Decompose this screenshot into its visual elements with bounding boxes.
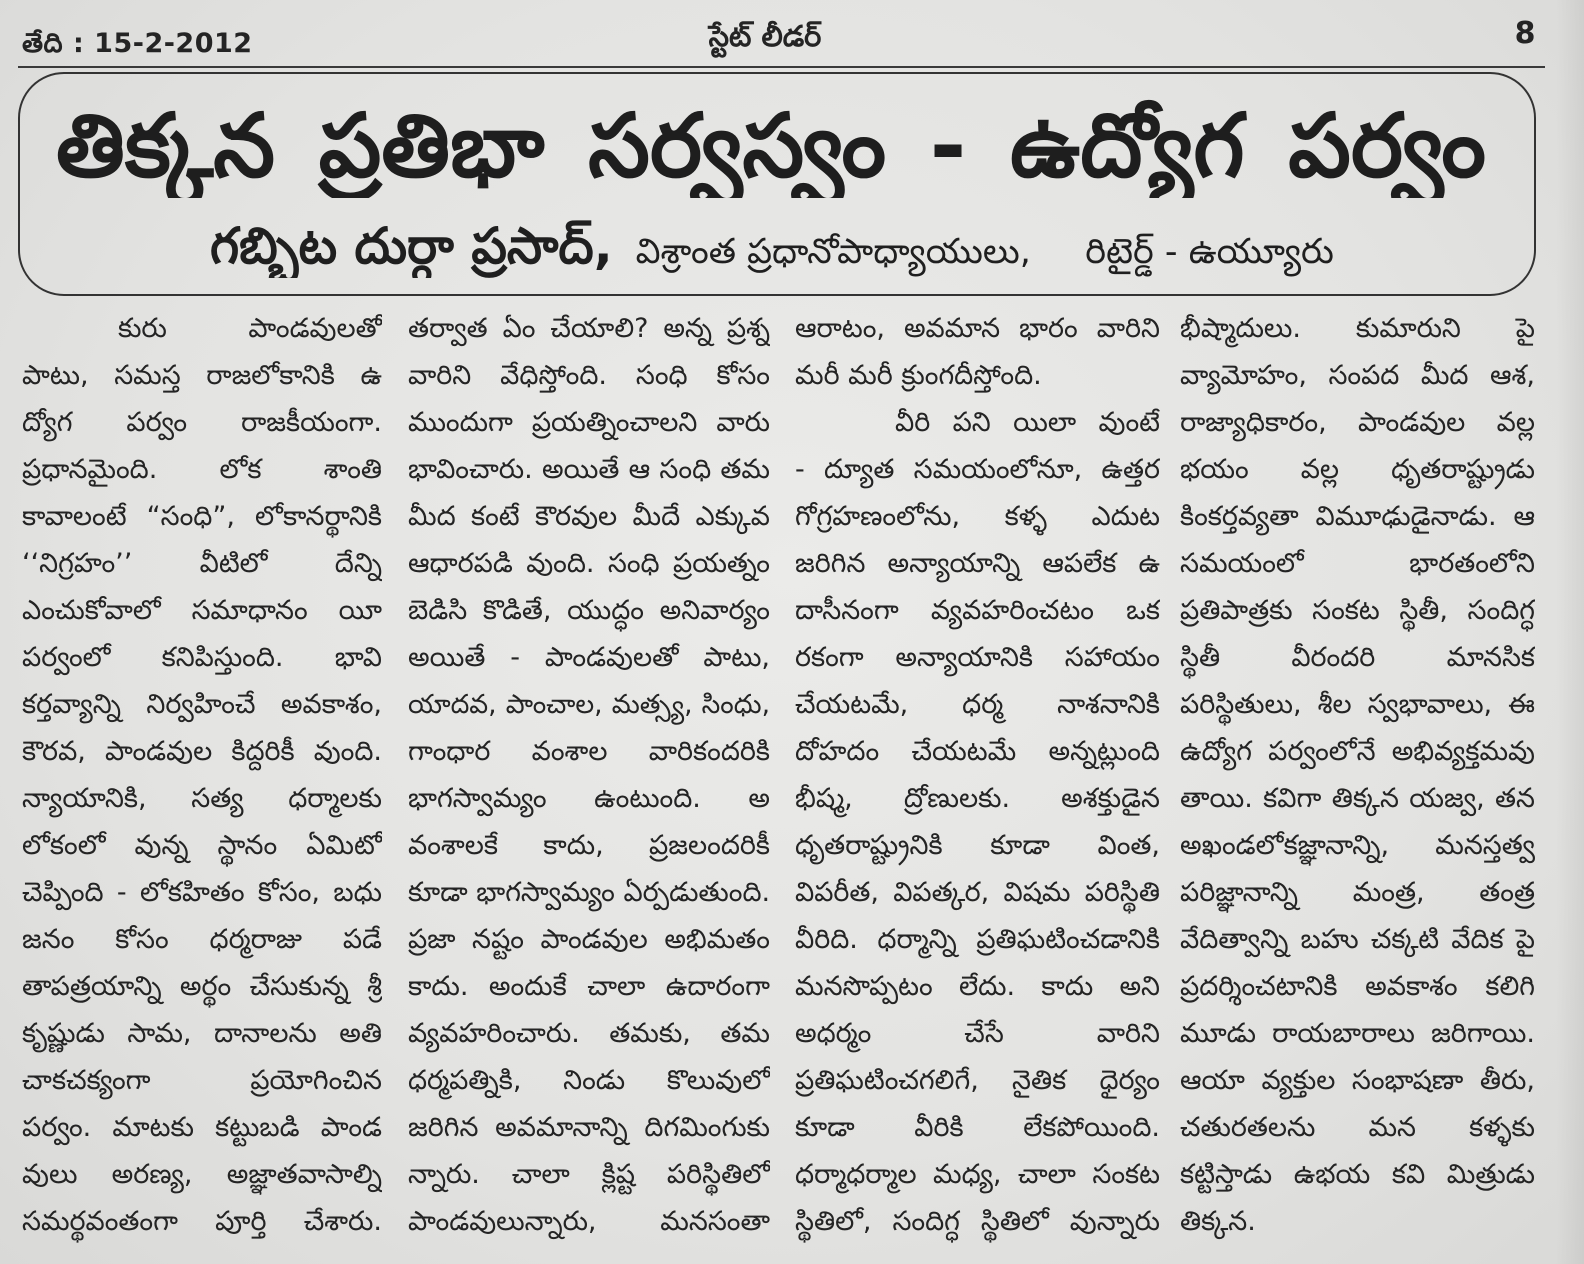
column-3-line: ధృతరాష్ట్రునికి కూడా వింత,	[795, 830, 1160, 861]
column-4-line: తిక్కన.	[1180, 1206, 1256, 1237]
headline-box	[18, 72, 1536, 296]
column-1-line: వులు అరణ్య, అజ్ఞాతవాసాల్ని	[22, 1159, 382, 1190]
column-1-line: కర్తవ్యాన్ని నిర్వహించే అవకాశం,	[22, 689, 382, 720]
author-location: రిటైర్డ్ - ఉయ్యూరు	[1085, 232, 1334, 272]
header-rule	[18, 66, 1545, 68]
column-1-line: ఎంచుకోవాలో సమాధానం యీ	[22, 595, 382, 626]
column-3-line: గోగ్రహణంలోను, కళ్ళ ఎదుట	[795, 501, 1160, 532]
column-4-line: సమయంలో భారతంలోని	[1180, 548, 1535, 579]
issue-date: తేది : 15-2-2012	[22, 28, 253, 59]
column-1-line: ద్యోగ పర్వం రాజకీయంగా.	[22, 407, 382, 438]
scan-edge-shadow	[1556, 0, 1584, 1264]
column-3-line: రకంగా అన్యాయానికి సహాయం	[795, 642, 1160, 673]
column-4-line: మూడు రాయబారాలు జరిగాయి.	[1180, 1018, 1535, 1049]
column-4-line: కట్టిస్తాడు ఉభయ కవి మిత్రుడు	[1180, 1159, 1535, 1190]
column-2-line: జరిగిన అవమానాన్ని దిగమింగుకు	[408, 1112, 770, 1143]
article-column-4	[1180, 305, 1535, 1245]
column-4-line: పరిజ్ఞానాన్ని మంత్ర, తంత్ర	[1180, 877, 1535, 908]
column-4-line: ఉద్యోగ పర్వంలోనే అభివ్యక్తమవు	[1180, 736, 1535, 767]
column-2-line: మీద కంటే కౌరవుల మీదే ఎక్కువ	[408, 501, 770, 532]
column-1-line: పర్వంలో కనిపిస్తుంది. భావి	[22, 642, 382, 673]
column-3-line: కూడా వీరికి లేకపోయింది.	[795, 1112, 1160, 1143]
column-2-line: వంశాలకే కాదు, ప్రజలందరికీ	[408, 830, 770, 861]
column-4-line: వేదిత్వాన్ని బహు చక్కటి వేదిక పై	[1180, 924, 1535, 955]
column-2-line: గాంధార వంశాల వారికందరికి	[408, 736, 770, 767]
column-2-line: ముందుగా ప్రయత్నించాలని వారు	[408, 407, 770, 438]
column-4-line: అఖండలోకజ్ఞానాన్ని, మనస్తత్వ	[1180, 830, 1535, 861]
column-1-line: కావాలంటే “సంధి”, లోకానర్థానికి	[22, 501, 382, 532]
column-2-line: భాగస్వామ్యం ఉంటుంది. అ	[408, 783, 770, 814]
column-3-line: ధర్మాధర్మాల మధ్య, చాలా సంకట	[795, 1159, 1160, 1190]
column-2-line: ధర్మపత్నికి, నిండు కొలువులో	[408, 1065, 770, 1096]
column-1-line: పర్వం. మాటకు కట్టుబడి పాండ	[22, 1112, 382, 1143]
article-byline	[210, 214, 1360, 278]
column-3-line: ఆరాటం, అవమాన భారం వారిని	[795, 313, 1160, 344]
column-3-line: వీరి పని యిలా వుంటే	[895, 407, 1160, 438]
column-2-line: భావించారు. అయితే ఆ సంధి తమ	[408, 454, 770, 485]
column-1-line: ప్రధానమైంది. లోక శాంతి	[22, 454, 382, 485]
column-3-line: దాసీనంగా వ్యవహరించటం ఒక	[795, 595, 1160, 626]
newspaper-name: స్టేట్ లీడర్	[708, 19, 822, 53]
column-2-line: వారిని వేధిస్తోంది. సంధి కోసం	[408, 360, 770, 391]
column-2-line: కూడా భాగస్వామ్యం ఏర్పడుతుంది.	[408, 877, 770, 908]
column-3-line: మరీ మరీ క్రుంగదీస్తోంది.	[795, 360, 1042, 391]
column-1-line: పాటు, సమస్త రాజలోకానికి ఉ	[22, 360, 382, 391]
column-1-line: చెప్పింది - లోకహితం కోసం, బధు	[22, 877, 382, 908]
column-1-line: సమర్థవంతంగా పూర్తి చేశారు.	[22, 1206, 382, 1237]
article-column-1	[22, 305, 382, 1245]
article-column-3	[795, 305, 1160, 1245]
column-3-line: జరిగిన అన్యాయాన్ని ఆపలేక ఉ	[795, 548, 1160, 579]
column-2-line: ప్రజా నష్టం పాండవుల అభిమతం	[408, 924, 770, 955]
column-2-line: బెడిసి కొడితే, యుద్ధం అనివార్యం	[408, 595, 770, 626]
column-1-line: చాకచక్యంగా ప్రయోగించిన	[22, 1065, 382, 1096]
column-3-line: అధర్మం చేసే వారిని	[795, 1018, 1160, 1049]
column-3-line: వీరిది. ధర్మాన్ని ప్రతిఘటించడానికి	[795, 924, 1160, 955]
column-4-line: తాయి. కవిగా తిక్కన యజ్వ, తన	[1180, 783, 1535, 814]
column-4-line: భయం వల్ల ధృతరాష్ట్రుడు	[1180, 454, 1535, 485]
column-3-line: భీష్మ, ద్రోణులకు. అశక్తుడైన	[795, 783, 1160, 814]
column-1-line: లోకంలో వున్న స్థానం ఏమిటో	[22, 830, 382, 861]
column-2-line: ఆధారపడి వుంది. సంధి ప్రయత్నం	[408, 548, 770, 579]
column-1-line: కృష్ణుడు సామ, దానాలను అతి	[22, 1018, 382, 1049]
column-3-line: చేయటమే, ధర్మ నాశనానికి	[795, 689, 1160, 720]
column-3-line: స్థితిలో, సందిగ్ధ స్థితిలో వున్నారు	[795, 1206, 1160, 1237]
column-1-line: ‘‘నిగ్రహం’’ వీటిలో దేన్ని	[22, 548, 382, 579]
author-designation: విశ్రాంత ప్రధానోపాధ్యాయులు,	[635, 232, 1031, 272]
column-2-line: కాదు. అందుకే చాలా ఉదారంగా	[408, 971, 770, 1002]
column-4-line: స్థితీ వీరందరి మానసిక	[1180, 642, 1535, 673]
column-1-line: కౌరవ, పాండవుల కిద్దరికీ వుంది.	[22, 736, 382, 767]
page-number: 8	[1514, 16, 1536, 51]
column-1-line: తాపత్రయాన్ని అర్థం చేసుకున్న శ్రీ	[22, 971, 382, 1002]
column-4-line: ప్రతిపాత్రకు సంకట స్థితీ, సందిగ్ధ	[1180, 595, 1535, 626]
column-4-line: రాజ్యాధికారం, పాండవుల వల్ల	[1180, 407, 1535, 438]
column-2-line: పాండవులున్నారు, మనసంతా	[408, 1206, 770, 1237]
column-2-line: యాదవ, పాంచాల, మత్స్య, సింధు,	[408, 689, 770, 720]
column-2-line: న్నారు. చాలా క్లిష్ట పరిస్థితిలో	[408, 1159, 770, 1190]
column-2-line: వ్యవహరించారు. తమకు, తమ	[408, 1018, 770, 1049]
column-4-line: చతురతలను మన కళ్ళకు	[1180, 1112, 1535, 1143]
column-4-line: భీష్మాదులు. కుమారుని పై	[1180, 313, 1535, 344]
column-3-line: విపరీత, విపత్కర, విషమ పరిస్థితి	[795, 877, 1160, 908]
column-3-line: దోహదం చేయటమే అన్నట్లుంది	[795, 736, 1160, 767]
column-3-line: మనసొప్పటం లేదు. కాదు అని	[795, 971, 1160, 1002]
column-4-line: వ్యామోహం, సంపద మీద ఆశ,	[1180, 360, 1535, 391]
column-1-line: జనం కోసం ధర్మరాజు పడే	[22, 924, 382, 955]
column-1-line: కురు పాండవులతో	[118, 313, 382, 344]
author-name: గబ్బిట దుర్గా ప్రసాద్,	[210, 217, 613, 275]
column-4-line: ఆయా వ్యక్తుల సంభాషణా తీరు,	[1180, 1065, 1535, 1096]
column-1-line: న్యాయానికి, సత్య ధర్మాలకు	[22, 783, 382, 814]
column-2-line: అయితే - పాండవులతో పాటు,	[408, 642, 770, 673]
article-headline: తిక్కన ప్రతిభా సర్వస్వం - ఉద్యోగ పర్వం	[56, 94, 1486, 197]
column-4-line: పరిస్థితులు, శీల స్వభావాలు, ఈ	[1180, 689, 1535, 720]
column-3-line: ప్రతిఘటించగలిగే, నైతిక ధైర్యం	[795, 1065, 1160, 1096]
article-column-2	[408, 305, 770, 1245]
column-3-line: - ద్యూత సమయంలోనూ, ఉత్తర	[795, 454, 1160, 485]
column-4-line: ప్రదర్శించటానికి అవకాశం కలిగి	[1180, 971, 1535, 1002]
column-2-line: తర్వాత ఏం చేయాలి? అన్న ప్రశ్న	[408, 313, 770, 344]
column-4-line: కింకర్తవ్యతా విమూఢుడైనాడు. ఆ	[1180, 501, 1535, 532]
